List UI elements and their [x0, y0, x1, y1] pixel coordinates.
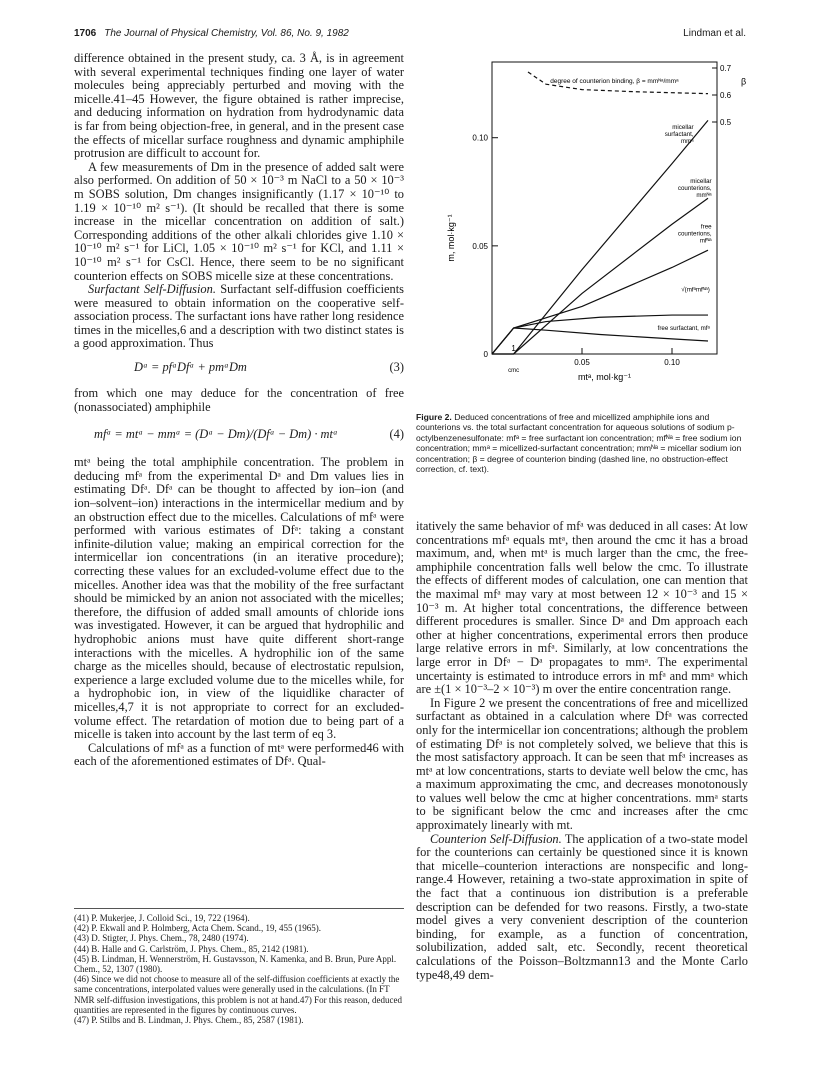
free-surfactant-label: free surfactant, mfᵃ — [657, 325, 710, 333]
free-counterions-label: mfᴺᵃ — [699, 237, 712, 245]
section-heading: Surfactant Self-Diffusion. — [88, 282, 216, 297]
page-number: 1706 — [74, 28, 97, 39]
caption-text: Deduced concentrations of free and micellized amphiphile ions and counterions vs. the total surfactant concentration for aqueous solutions of sodium p-octylbenzenesulfonate: mfᵃ = free surfactant ion concentration; mfᴺᵃ = free sodium ion concentration; mmᵃ = micellized-surfactant concentration; mmᴺᵃ = micellar sodium ion concentration; β = degree of counterion binding (dashed line, no obstruction-effect correction, cf. text). — [416, 412, 742, 475]
y-tick-label: 0.10 — [472, 133, 488, 143]
right-tick-label: 0.7 — [720, 64, 732, 73]
chart-lines — [492, 72, 708, 354]
right-column — [416, 520, 748, 982]
x-axis-label: mtᵃ, mol·kg⁻¹ — [577, 372, 632, 382]
page-header — [74, 28, 746, 42]
reference: (43) D. Stigter, J. Phys. Chem., 78, 2480 (1974). — [74, 933, 249, 944]
paragraph: difference obtained in the present study, ca. 3 Å, is in agreement with several experimental techniques finding one layer of water molecules being appreciably perturbed and moving with the micelle.41–45 However, the figure obtained is rather imprecise, and deducing information on hydration from hydrodynamic data is far from being objection-free, in general, and in the present case the effects of micellar surface roughness and dynamic amphiphile protrusion are difficult to account for. — [74, 51, 404, 161]
free-counterions-label: counterions, — [677, 230, 712, 238]
cmc-label: cmc — [508, 368, 520, 374]
paragraph: A few measurements of Dm in the presence of added salt were also performed. On addition of 50 × 10⁻³ m NaCl to a 50 × 10⁻³ m SOBS solution, Dm changes insignificantly (1.17 × 10⁻¹⁰ to 1.19 × 10⁻¹⁰ m² s⁻¹). (It should be recalled that there is some increase in the micellar concentration on addition of salt.) Corresponding additions of the other alkali chlorides give 1.10 × 10⁻¹⁰ m² s⁻¹ for LiCl, 1.05 × 10⁻¹⁰ m² s⁻¹ for KCl, and 1.11 × 10⁻¹⁰ m² s⁻¹ for CsCl. Hence, there seem to be no significant counterion effects on SOBS micelle size at these concentrations. — [74, 159, 404, 283]
right-tick-label: 0.5 — [720, 118, 732, 127]
journal-title: The Journal of Physical Chemistry, Vol. 86, No. 9, 1982 — [104, 28, 349, 39]
series-line — [492, 120, 708, 354]
cmc-marker: 1 — [511, 344, 516, 353]
reference: (45) B. Lindman, H. Wennerström, H. Gustavsson, N. Kamenka, and B. Brun, Pure Appl. Chem., 52, 1307 (1980). — [74, 953, 397, 975]
caption-label: Figure 2. — [416, 412, 452, 422]
micellar-counterions-label: micellar — [690, 178, 712, 186]
micellar-surfactant-label: surfactant, — [664, 131, 694, 139]
footnotes — [74, 908, 404, 1025]
chart — [432, 54, 762, 404]
product-label: √(mfᵃmfᴺᵃ) — [681, 286, 710, 294]
running-authors: Lindman et al. — [683, 28, 746, 39]
equation-3: Dᵃ = pfᵃDfᵃ + pmᵃDm (3) — [134, 360, 404, 375]
reference: (44) B. Halle and G. Carlström, J. Phys. Chem., 85, 2142 (1981). — [74, 943, 309, 954]
reference: (46) Since we did not choose to measure all of the self-diffusion coefficients at exactly the same concentrations, interpolated values were generally used in the calculations. (In FT NMR self-diffusion investigations, this problem is not at hand.47) For this reason, deduced quantities are represented in the figures by continuous curves. — [74, 974, 403, 1015]
section-heading: Counterion Self-Diffusion. — [430, 831, 562, 846]
micellar-counterions-label: counterions, — [677, 185, 712, 193]
x-tick-label: 0.10 — [664, 358, 680, 367]
left-column — [74, 52, 404, 769]
paragraph: Surfactant Self-Diffusion. Surfactant self-diffusion coefficients were measured to obtain information on the cooperative self-association process. The surfactant ions have rather long residence times in the micelles,6 and a description with two distinct states is a good approximation. Thus — [74, 282, 405, 351]
paragraph: Counterion Self-Diffusion. The application of a two-state model for the counterions can certainly be questioned since it is known that micelle–counterion interactions are nonspecific and long-range.4 However, retaining a two-state approximation in spite of the fact that a continuous ion distribution is a preferable description can be defended for two reasons. Firstly, a two-state model gives a very convenient description of the counterion binding, for example, as a function of concentration, solubilization, added salt, etc. Secondly, recent theoretical calculations of the Poisson–Boltzmann13 and the Monte Carlo type48,49 dem- — [416, 831, 748, 982]
paragraph: Calculations of mfᵃ as a function of mtᵃ were performed46 with each of the aforementioned estimates of Dfᵃ. Qual- — [74, 740, 404, 769]
reference: (41) P. Mukerjee, J. Colloid Sci., 19, 722 (1964). — [74, 913, 250, 923]
micellar-counterions-label: mmᴺᵃ — [696, 192, 712, 200]
plot-frame — [492, 62, 717, 354]
right-tick-label: 0.6 — [720, 91, 732, 100]
series-line — [492, 250, 708, 354]
paragraph: In Figure 2 we present the concentrations of free and micellized surfactant as obtained in a calculation where Dfᵃ was corrected only for the intermicellar ion concentrations; although the problem of estimating Dfᵃ is not completely solved, we believe that this is the most satisfactory approach. It can be seen that mfᵃ increases as mtᵃ at low concentrations, starts to deviate well below the cmc, has a maximum approximating the cmc, and decreases monotonously to values well below the cmc at higher concentrations. mmᵃ starts to be significant below the cmc and increases after the cmc approximately linearly with mt. — [416, 695, 748, 833]
y-tick-label: 0.05 — [472, 241, 488, 251]
x-tick-label: 0.05 — [574, 358, 590, 367]
micellar-surfactant-label: mmᵃ — [680, 138, 694, 146]
figure-caption — [416, 412, 748, 474]
y-tick-label: 0 — [483, 350, 488, 359]
paragraph: from which one may deduce for the concentration of free (nonassociated) amphiphile — [74, 386, 404, 414]
equation-4: mfᵃ = mtᵃ − mmᵃ = (Dᵃ − Dm)/(Dfᵃ − Dm) · mtᵃ (4) — [94, 427, 404, 442]
figure-2 — [432, 54, 762, 404]
paragraph: mtᵃ being the total amphiphile concentration. The problem in deducing mfᵃ from the experimental Dᵃ and Dm values lies in estimating Dfᵃ. Dfᵃ can be thought to affected by ion–ion (and ion–solvent–ion) interactions in the intermicellar medium and by an obstruction effect due to the micelles. Calculations of mfᵃ were performed with various estimates of Dfᵃ: taking a constant infinite-dilution value; making an empirical correction for the intermicellar ion concentrations (in an iterative procedure); correcting these values for an excluded-volume effect due to the micelles. Another idea was that the mobility of the free surfactant should be mimicked by an anion not associated with the micelles; therefore, the diffusion of added small amounts of chloride ions was investigated. However, it can be argued that hydrophilic and hydrophobic anions must have quite different short-range interactions with the micelles. A hydrophilic ion of the same charge as the micelles should, because of electrostatic repulsion, experience a large excluded volume due to the micelles while, for a hydrophobic ion, in view of the liquidlike character of micelles,4,7 it is not appropriate to correct for an excluded-volume effect. The retardation of motion due to being part of a micelle is taken into account by the last term of eq 3. — [74, 455, 404, 742]
chart-labels — [550, 78, 712, 332]
reference: (47) P. Stilbs and B. Lindman, J. Phys. Chem., 85, 2587 (1981). — [74, 1015, 304, 1026]
reference: (42) P. Ekwall and P. Holmberg, Acta Chem. Scand., 19, 455 (1965). — [74, 923, 322, 934]
y-axis-label: m, mol·kg⁻¹ — [446, 214, 456, 262]
micellar-surfactant-label: micellar — [672, 124, 694, 132]
right-axis-label: β — [741, 76, 747, 87]
paragraph: itatively the same behavior of mfᵃ was deduced in all cases: At low concentrations mfᵃ equals mtᵃ, then around the cmc it has a broad maximum, and, when mtᵃ is much larger than the cmc, the free-amphiphile concentration falls well below the cmc. To illustrate the effects of different modes of calculation, one can mention that the maximal mfᵃ may vary at most between 12 × 10⁻³ and 15 × 10⁻³ m. At higher total concentrations, the difference between different procedures is smaller. Since Dᵃ and Dm approach each other at higher concentrations, experimental errors then produce large relative errors in mfᵃ. Similarly, at low concentrations the large error in Dfᵃ − Dᵃ propagates to mmᵃ. The experimental uncertainty is estimated to introduce errors in mfᵃ and mmᵃ which are ±(1 × 10⁻³–2 × 10⁻³) m over the entire concentration range. — [416, 519, 748, 697]
free-counterions-label: free — [700, 223, 712, 231]
beta-label: degree of counterion binding, β = mmᴺᵃ/mmᵃ — [550, 78, 679, 86]
